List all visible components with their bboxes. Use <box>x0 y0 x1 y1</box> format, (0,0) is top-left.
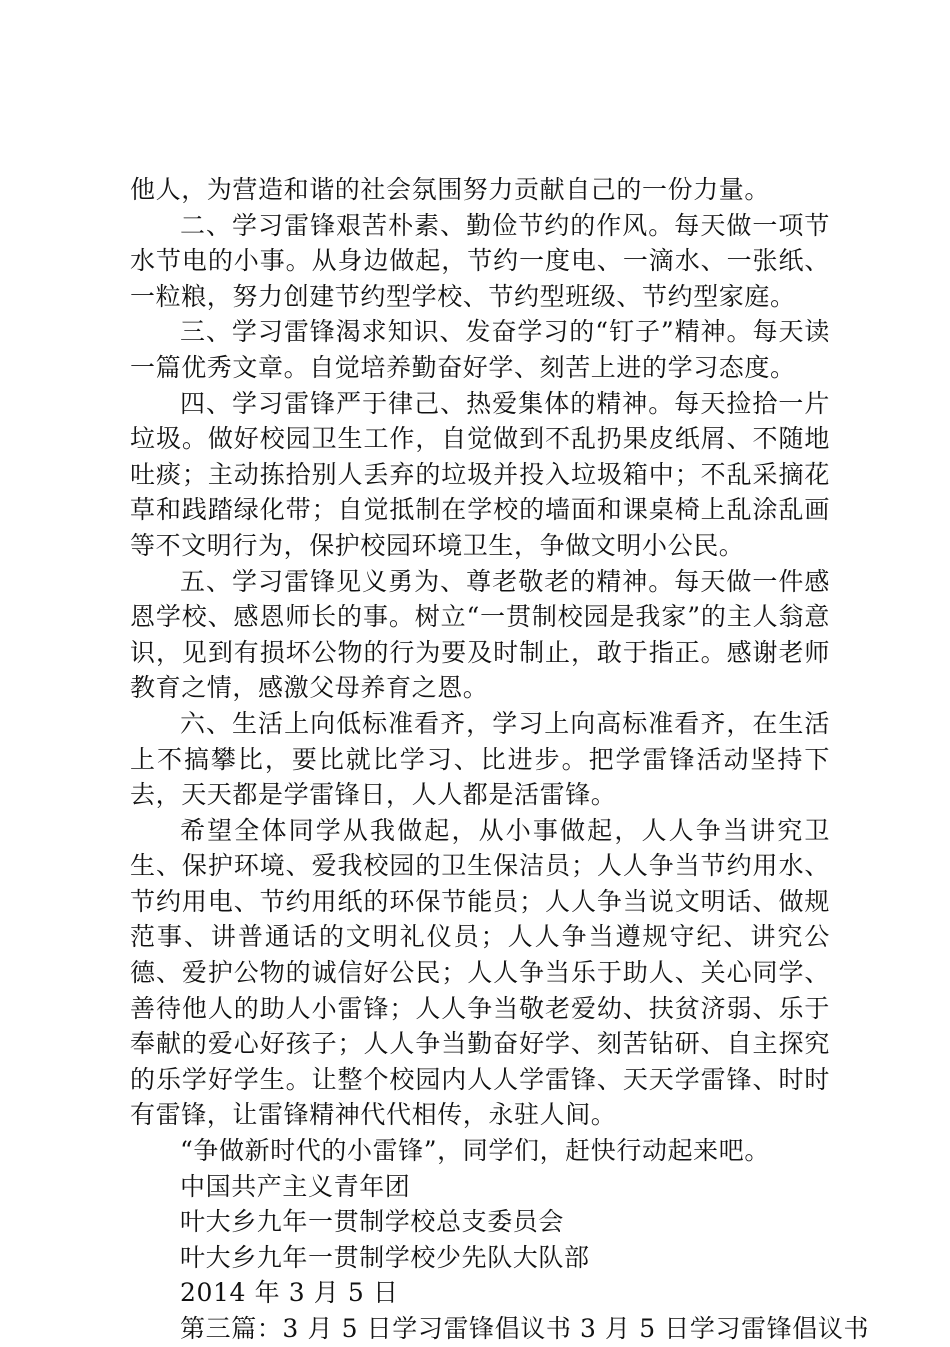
paragraph-intro-tail: 他人，为营造和谐的社会氛围努力贡献自己的一份力量。 <box>130 175 771 204</box>
signature-date: 2014 年 3 月 5 日 <box>180 1278 399 1308</box>
paragraph-point-6: 六、生活上向低标准看齐，学习上向高标准看齐，在生活上不搞攀比，要比就比学习、比进步。把学雷锋活动坚持下去，天天都是学雷锋日，人人都是活雷锋。 <box>130 708 830 810</box>
signature-org-school-committee: 叶大乡九年一贯制学校总支委员会 <box>180 1207 565 1237</box>
paragraph-point-5: 五、学习雷锋见义勇为、尊老敬老的精神。每天做一件感恩学校、感恩师长的事。树立“一贯制校园是我家”的主人翁意识，见到有损坏公物的行为要及时制止，敢于指正。感谢老师教育之情，感激父母养育之恩。 <box>130 566 830 703</box>
paragraph-point-3: 三、学习雷锋渴求知识、发奋学习的“钉子”精神。每天读一篇优秀文章。自觉培养勤奋好学、刻苦上进的学习态度。 <box>130 317 830 382</box>
next-section-heading: 第三篇：3 月 5 日学习雷锋倡议书 3 月 5 日学习雷锋倡议书 <box>180 1314 870 1343</box>
paragraph-point-2: 二、学习雷锋艰苦朴素、勤俭节约的作风。每天做一项节水节电的小事。从身边做起，节约一度电、一滴水、一张纸、一粒粮，努力创建节约型学校、节约型班级、节约型家庭。 <box>130 210 830 311</box>
paragraph-hope: 希望全体同学从我做起，从小事做起，人人争当讲究卫生、保护环境、爱我校园的卫生保洁员；人人争当节约用水、节约用电、节约用纸的环保节能员；人人争当说文明话、做规范事、讲普通话的文明礼仪员；人人争当遵规守纪、讲究公德、爱护公物的诚信好公民；人人争当乐于助人、关心同学、善待他人的助人小雷锋；人人争当敬老爱幼、扶贫济弱、乐于奉献的爱心好孩子；人人争当勤奋好学、刻苦钻研、自主探究的乐学好学生。让整个校园内人人学雷锋、天天学雷锋、时时有雷锋，让雷锋精神代代相传，永驻人间。 <box>130 815 830 1130</box>
signature-org-young-pioneers: 叶大乡九年一贯制学校少先队大队部 <box>180 1242 590 1272</box>
signature-org-youth-league: 中国共产主义青年团 <box>180 1171 411 1201</box>
document-body <box>130 172 870 1347</box>
paragraph-point-4: 四、学习雷锋严于律己、热爱集体的精神。每天捡拾一片垃圾。做好校园卫生工作，自觉做到不乱扔果皮纸屑、不随地吐痰；主动拣拾别人丢弃的垃圾并投入垃圾箱中；不乱采摘花草和践踏绿化带；自觉抵制在学校的墙面和课桌椅上乱涂乱画等不文明行为，保护校园环境卫生，争做文明小公民。 <box>130 388 830 560</box>
paragraph-call-to-action: “争做新时代的小雷锋”，同学们，赶快行动起来吧。 <box>180 1136 770 1166</box>
